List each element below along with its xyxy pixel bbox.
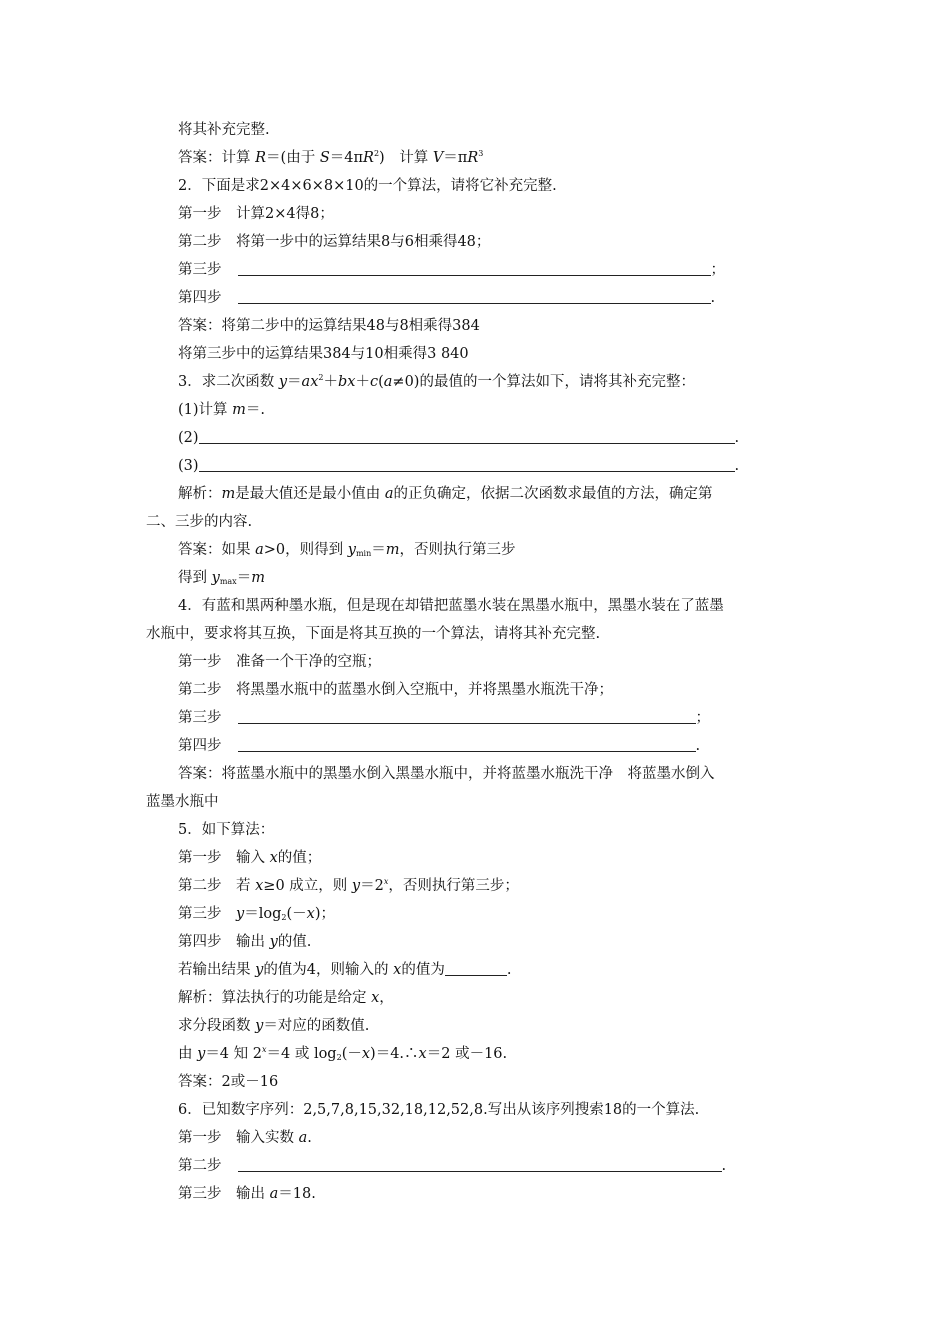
q5-analysis: 解析：算法执行的功能是给定 x， (178, 990, 394, 1006)
q3-analysis-cont: 二、三步的内容. (146, 514, 253, 530)
q2-step3: 第三步 ； (178, 256, 725, 284)
answer-blank[interactable] (238, 735, 696, 752)
q3-part1: (1)计算 m＝. (178, 402, 266, 418)
q3-answer-cont: 得到 $y_{max}=m$ (178, 570, 265, 586)
q5-title: 5．如下算法： (178, 822, 275, 838)
q5-step3: 第三步 $y=\log_2(-x)$； (178, 906, 335, 922)
q2-answer-cont: 将第三步中的运算结果384与10相乘得3 840 (178, 346, 469, 362)
q3-part2: (2) . (178, 424, 739, 452)
answer-blank[interactable] (199, 427, 735, 444)
answer-blank[interactable] (238, 259, 711, 276)
q4-step2: 第二步 将黑墨水瓶中的蓝墨水倒入空瓶中，并将黑墨水瓶洗干净； (178, 682, 613, 698)
q5-question: 若输出结果 y的值为4，则输入的 x的值为 . (178, 956, 511, 984)
answer-blank[interactable] (199, 455, 735, 472)
q3-analysis: 解析：m是最大值还是最小值由 a的正负确定，依据二次函数求最值的方法，确定第 (178, 486, 713, 502)
q5-analysis-solve: 由 y＝4 知 $2^x=4$ 或 $\log_2(-x)=4.\therefore x=2$ 或－16. (178, 1045, 508, 1062)
answer-blank[interactable] (445, 959, 507, 976)
answer-blank[interactable] (238, 287, 711, 304)
q5-step1: 第一步 输入 x的值； (178, 850, 322, 866)
q2-step1: 第一步 计算2×4得8； (178, 206, 334, 222)
answer-blank[interactable] (238, 1155, 722, 1172)
q2-step4: 第四步 . (178, 284, 715, 312)
q5-step2: 第二步 若 x≥0 成立，则 $y=2^x$，否则执行第三步； (178, 877, 519, 894)
q4-step1: 第一步 准备一个干净的空瓶； (178, 654, 381, 670)
q6-step1: 第一步 输入实数 a. (178, 1130, 312, 1146)
q6-step3: 第三步 输出 a＝18. (178, 1186, 316, 1202)
answer-blank[interactable] (238, 707, 696, 724)
q2-answer: 答案：将第二步中的运算结果48与8相乘得384 (178, 318, 480, 334)
q4-answer-cont: 蓝墨水瓶中 (146, 794, 219, 810)
q6-step2: 第二步 . (178, 1152, 726, 1180)
q2-title: 2．下面是求2×4×6×8×10的一个算法，请将它补充完整. (178, 178, 557, 194)
q5-answer: 答案：2或－16 (178, 1074, 279, 1090)
q4-step3: 第三步 ； (178, 704, 710, 732)
q2-step2: 第二步 将第一步中的运算结果8与6相乘得48； (178, 234, 491, 250)
q3-part3: (3) . (178, 452, 739, 480)
q5-step4: 第四步 输出 y的值. (178, 934, 312, 950)
q1-answer: 答案：计算 R＝(由于 $S=4\pi R^2$) 计算 $V=\pi R^3$ (178, 149, 484, 166)
q3-title: 3．求二次函数 $y=ax^2+bx+c(a\ne 0)$的最值的一个算法如下，请将其补充完整： (178, 373, 695, 390)
q4-answer: 答案：将蓝墨水瓶中的黑墨水倒入黑墨水瓶中，并将蓝墨水瓶洗干净 将蓝墨水倒入 (178, 766, 715, 782)
q4-step4: 第四步 . (178, 732, 700, 760)
q3-answer: 答案：如果 a>0，则得到 $y_{min}=m$，否则执行第三步 (178, 542, 516, 558)
text-line: 将其补充完整. (178, 122, 270, 138)
q6-title: 6．已知数字序列：2,5,7,8,15,32,18,12,52,8.写出从该序列搜索18的一个算法. (178, 1102, 700, 1118)
q4-title-cont: 水瓶中，要求将其互换，下面是将其互换的一个算法，请将其补充完整. (146, 626, 601, 642)
q5-analysis-cont: 求分段函数 y＝对应的函数值. (178, 1018, 370, 1034)
q4-title: 4．有蓝和黑两种墨水瓶，但是现在却错把蓝墨水装在黑墨水瓶中，黑墨水装在了蓝墨 (178, 598, 724, 614)
